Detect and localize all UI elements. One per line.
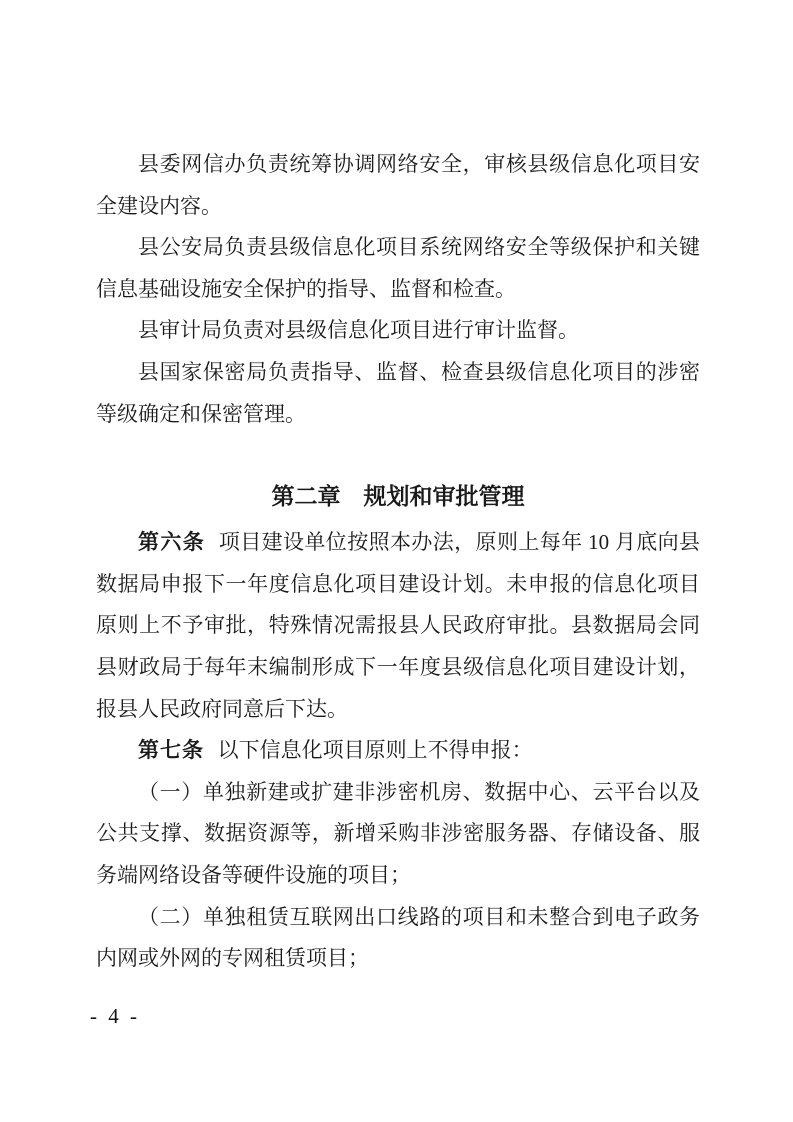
paragraph-cyber-office-duty: 县委网信办负责统筹协调网络安全，审核县级信息化项目安全建设内容。 xyxy=(96,152,700,218)
paragraph-public-security-duty: 县公安局负责县级信息化项目系统网络安全等级保护和关键信息基础设施安全保护的指导、监督和检查。 xyxy=(96,235,700,301)
chapter-heading: 第二章 规划和审批管理 xyxy=(271,484,525,510)
paragraph-audit-bureau-duty: 县审计局负责对县级信息化项目进行审计监督。 xyxy=(138,318,579,343)
page-number: - 4 - xyxy=(90,1004,140,1028)
article-7-text: 以下信息化项目原则上不得申报： xyxy=(217,738,533,763)
article-6-text: 项目建设单位按照本办法，原则上每年 10 月底向县数据局申报下一年度信息化项目建设计划。未申报的信息化项目原则上不予审批，特殊情况需报县人民政府审批。县数据局会同县财政局于每年末编制形成下一年度县级信息化项目建设计划，报县人民政府同意后下达。 xyxy=(96,530,701,721)
article-6-label: 第六条 xyxy=(138,531,206,555)
document-body xyxy=(96,0,700,980)
list-item-2: （二）单独租赁互联网出口线路的项目和未整合到电子政务内网或外网的专网租赁项目； xyxy=(96,904,700,971)
paragraph-secrecy-bureau-duty: 县国家保密局负责指导、监督、检查县级信息化项目的涉密等级确定和保密管理。 xyxy=(96,359,700,426)
list-item-1: （一）单独新建或扩建非涉密机房、数据中心、云平台以及公共支撑、数据资源等，新增采购非涉密服务器、存储设备、服务端网络设备等硬件设施的项目； xyxy=(96,779,700,887)
article-7-label: 第七条 xyxy=(138,739,204,763)
article-7 xyxy=(96,730,700,772)
article-6 xyxy=(96,522,700,730)
